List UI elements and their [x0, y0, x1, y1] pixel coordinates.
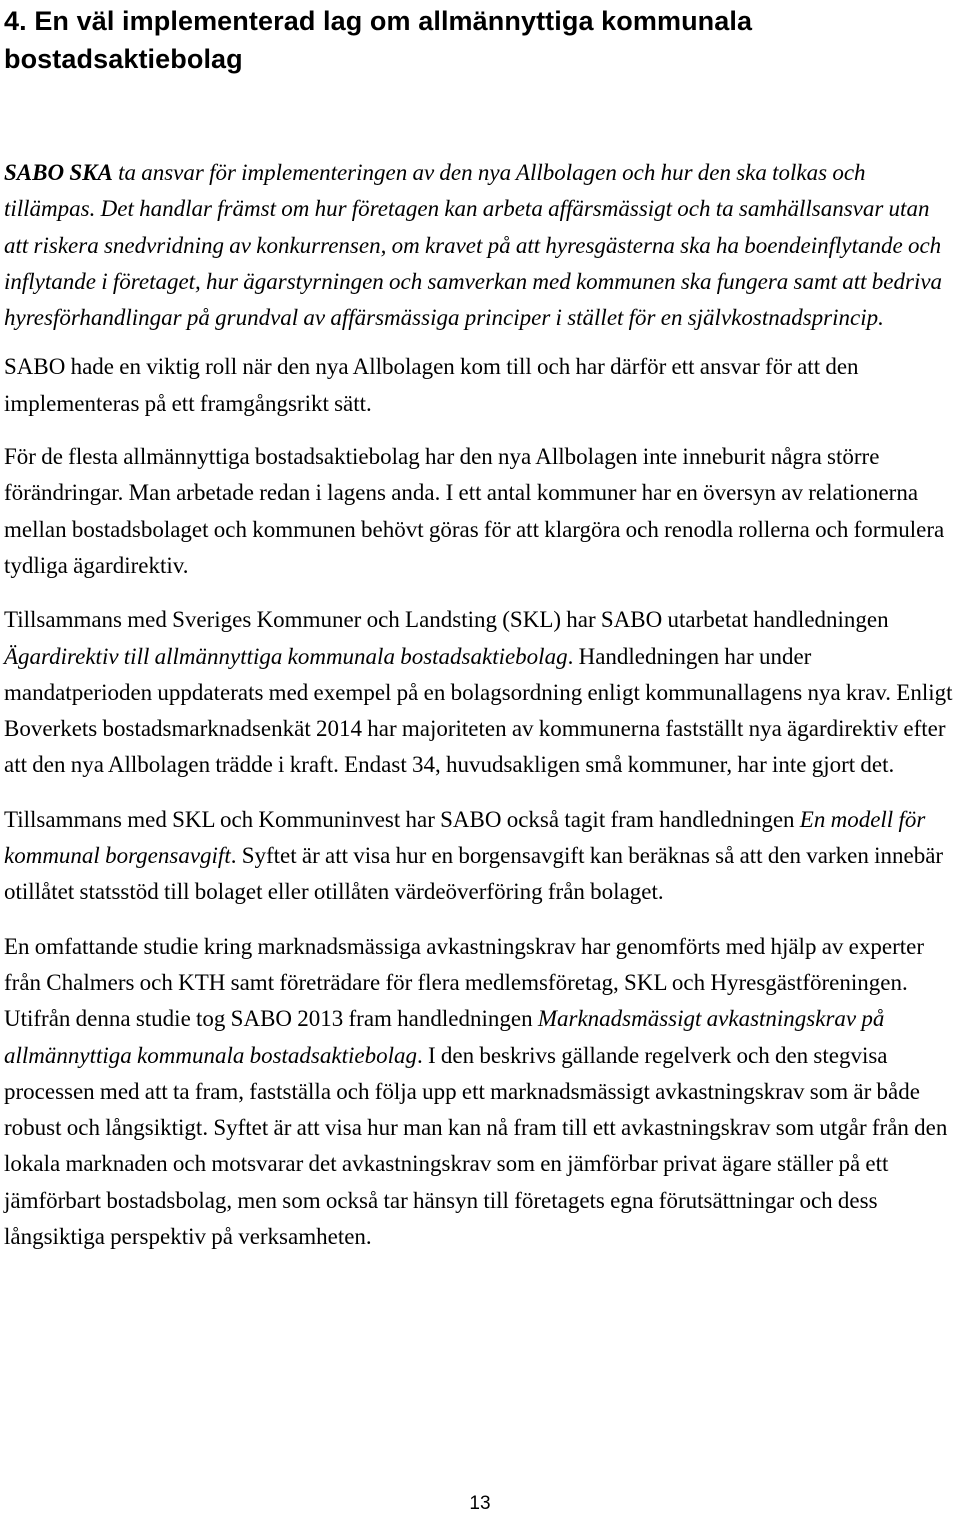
paragraph-borgensavgift-part-a: Tillsammans med SKL och Kommuninvest har SABO också tagit fram handledningen — [4, 806, 800, 832]
intro-paragraph — [4, 155, 956, 336]
paragraph-skl-part-a: Tillsammans med Sveriges Kommuner och Landsting (SKL) har SABO utarbetat handledningen — [4, 607, 889, 633]
paragraph-sabo-role: SABO hade en viktig roll när den nya Allbolagen kom till och har därför ett ansvar för att den implementeras på ett framgångsrikt sätt. — [4, 354, 859, 416]
page-number: 13 — [469, 1493, 491, 1514]
paragraph-allbolagen: För de flesta allmännyttiga bostadsaktiebolag har den nya Allbolagen inte inneburit några större förändringar. Man arbetade redan i lagens anda. I ett antal kommuner har en översyn av relationerna mellan bostadsbolaget och kommunen behövt göras för att klargöra och renodla rollerna och formulera tydliga ägardirektiv. — [4, 444, 945, 578]
paragraph-avkastningskrav-part-b: . I den beskrivs gällande regelverk och den stegvisa processen med att ta fram, fastställa och följa upp ett marknadsmässigt avkastningskrav som är både robust och långsiktigt. Syftet är att visa hur man kan nå fram till ett avkastningskrav som utgår från den lokala marknaden och motsvarar det avkastningskrav som en jämförbar privat ägare ställer på ett jämförbart bostadsbolag, men som också tar hänsyn till företagets egna förutsättningar och dess långsiktiga perspektiv på verksamheten. — [4, 1042, 948, 1250]
intro-lead: SABO SKA — [4, 160, 113, 185]
intro-text: ta ansvar för implementeringen av den nya Allbolagen och hur den ska tolkas och tillämpas. Det handlar främst om hur företagen kan arbeta affärsmässigt och ta samhällsansvar utan att riskera snedvridning av konkurrensen, om kravet på att hyresgästerna ska ha boendeinflytande och inflytande i företaget, hur ägarstyrningen och samverkan med kommunen ska fungera samt att bedriva hyresförhandlingar på grundval av affärsmässiga principer i stället för en självkostnadsprincip. — [4, 160, 943, 331]
publication-title-agardirektiv: Ägardirektiv till allmännyttiga kommunala bostadsaktiebolag — [4, 643, 568, 669]
paragraph-skl-part-b: . Handledningen har under mandatperioden uppdaterats med exempel på en bolagsordning enligt kommunallagens nya krav. Enligt Boverkets bostadsmarknadsenkät 2014 har majoriteten av kommunerna fastställt nya ägardirektiv efter att den nya Allbolagen trädde i kraft. Endast 34, huvudsakligen små kommuner, har inte gjort det. — [4, 643, 953, 778]
publication-title-borgensavgift: En modell för kommunal borgensavgift — [4, 806, 926, 869]
paragraph-avkastningskrav — [4, 929, 956, 1256]
document-page — [4, 0, 956, 1255]
paragraph-borgensavgift — [4, 802, 956, 911]
paragraph-skl-handledning — [4, 602, 956, 783]
paragraph-avkastningskrav-part-a: En omfattande studie kring marknadsmässiga avkastningskrav har genomförts med hjälp av experter från Chalmers och KTH samt företrädare för flera medlemsföretag, SKL och Hyresgästföreningen. Utifrån denna studie tog SABO 2013 fram handledningen — [4, 933, 924, 1032]
paragraph-borgensavgift-part-b: . Syftet är att visa hur en borgensavgift kan beräknas så att den varken innebär otillåtet statsstöd till bolaget eller otillåten värdeöverföring från bolaget. — [4, 843, 944, 905]
publication-title-avkastningskrav: Marknadsmässigt avkastningskrav på allmännyttiga kommunala bostadsaktiebolag — [4, 1006, 885, 1068]
section-heading: 4. En väl implementerad lag om allmännyttiga kommunala bostadsaktiebolag — [4, 6, 753, 74]
